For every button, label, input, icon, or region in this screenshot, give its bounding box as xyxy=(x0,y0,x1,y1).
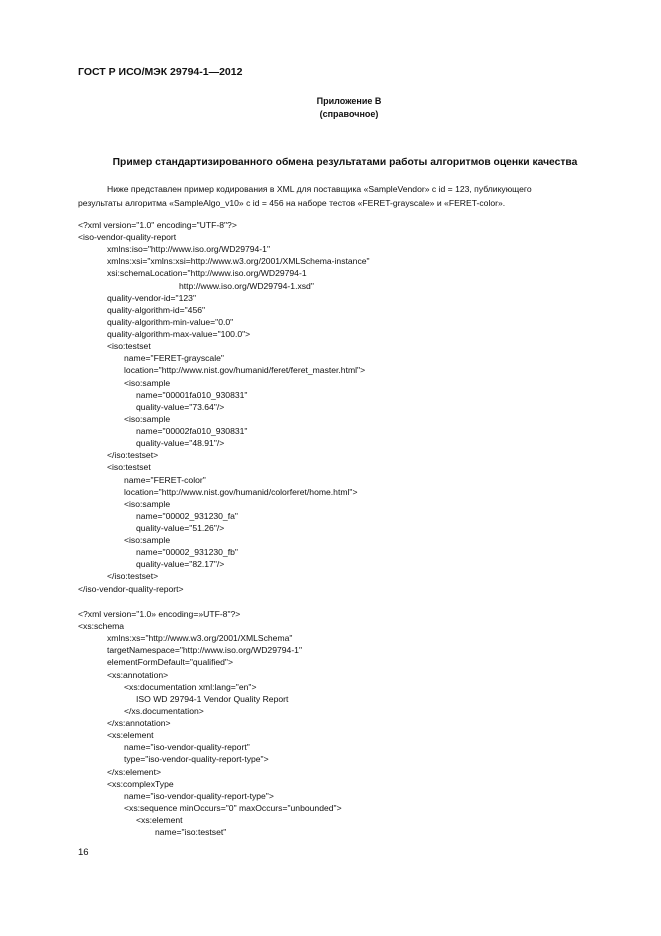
code-line: <iso:sample xyxy=(124,413,171,424)
code-line: quality-value="48.91"/> xyxy=(136,438,225,449)
code-line: <xs:sequence minOccurs="0" maxOccurs="unbounded"> xyxy=(124,802,342,813)
code-line: elementFormDefault="qualified"> xyxy=(107,657,234,668)
code-line: location="http://www.nist.gov/humanid/colorferet/home.html"> xyxy=(124,486,358,497)
code-line: targetNamespace="http://www.iso.org/WD29794-1" xyxy=(107,645,303,656)
code-line: quality-value="51.26"/> xyxy=(136,523,225,533)
code-line: <iso:sample xyxy=(124,377,171,388)
code-line: name="00002fa010_930831" xyxy=(136,426,248,437)
code-line: name="iso-vendor-quality-report-type"> xyxy=(124,790,274,801)
code-line: name="00002_931230_fb" xyxy=(136,547,238,558)
code-line: <xs:documentation xml:lang="en"> xyxy=(124,681,257,692)
section-title: Пример стандартизированного обмена результатами работы алгоритмов оценки качества xyxy=(112,157,578,168)
code-line: <?xml version="1.0" encoding="UTF-8"?> xyxy=(78,220,237,230)
code-line: name="FERET-grayscale" xyxy=(124,353,224,364)
code-line: </xs.documentation> xyxy=(124,705,204,716)
document-header: ГОСТ Р ИСО/МЭК 29794-1—2012 xyxy=(78,66,243,78)
code-line: xsi:schemaLocation="http://www.iso.org/WD29794-1 xyxy=(107,268,307,279)
code-line: quality-algorithm-min-value="0.0" xyxy=(107,316,234,327)
code-line: name="iso:testset" xyxy=(155,827,227,838)
code-line: xmlns:iso="http://www.iso.org/WD29794-1" xyxy=(107,244,270,255)
code-line: </iso:testset> xyxy=(107,450,159,461)
code-line: name="FERET-color" xyxy=(124,474,206,485)
code-line: <iso:testset xyxy=(107,462,151,473)
code-line: <?xml version="1.0» encoding=»UTF-8"?> xyxy=(78,609,241,619)
code-line: </xs:element> xyxy=(107,766,161,777)
code-line: type="iso-vendor-quality-report-type"> xyxy=(124,754,269,765)
code-line: quality-algorithm-max-value="100.0"> xyxy=(107,329,251,340)
code-line: location="http://www.nist.gov/humanid/feret/feret_master.html"> xyxy=(124,365,366,376)
code-line: <iso-vendor-quality-report xyxy=(78,232,177,243)
code-line: <xs:element xyxy=(107,730,154,741)
code-line: <xs:schema xyxy=(78,621,125,632)
code-line: <iso:sample xyxy=(124,535,171,546)
page-number: 16 xyxy=(78,847,89,858)
code-line: xmlns:xsi="xmlns:xsi=http://www.w3.org/2001/XMLSchema-instance" xyxy=(107,256,370,267)
appendix-kind: (справочное) xyxy=(319,109,379,119)
appendix-title: Приложение В xyxy=(316,96,382,106)
code-line: <iso:testset xyxy=(107,341,151,352)
code-line: <xs:complexType xyxy=(107,778,174,789)
code-line: <xs:annotation> xyxy=(107,669,169,680)
code-line: http://www.iso.org/WD29794-1.xsd" xyxy=(179,280,314,291)
code-line: quality-value="82.17"/> xyxy=(136,559,225,570)
code-line: ISO WD 29794-1 Vendor Quality Report xyxy=(136,693,289,704)
code-line: </iso-vendor-quality-report> xyxy=(78,583,184,594)
code-line: name="00001fa010_930831" xyxy=(136,389,248,400)
code-line: <xs:element xyxy=(136,815,183,826)
code-line: name="00002_931230_fa" xyxy=(136,510,238,521)
code-line: name="iso-vendor-quality-report" xyxy=(124,742,250,753)
code-line: quality-algorithm-id="456" xyxy=(107,304,206,315)
code-line: quality-vendor-id="123" xyxy=(107,292,196,303)
code-line: quality-value="73.64"/> xyxy=(136,401,225,412)
code-line: xmlns:xs="http://www.w3.org/2001/XMLSchema" xyxy=(107,633,293,644)
code-line: <iso:sample xyxy=(124,498,171,509)
code-line: </xs:annotation> xyxy=(107,718,171,729)
intro-line-2: результаты алгоритма «SampleAlgo_v10» с id = 456 на наборе тестов «FERET-grayscale» и «FERET-color». xyxy=(78,198,506,208)
intro-line-1: Ниже представлен пример кодирования в XML для поставщика «SampleVendor» с id = 123, публикующего xyxy=(107,184,532,194)
code-line: </iso:testset> xyxy=(107,571,159,582)
